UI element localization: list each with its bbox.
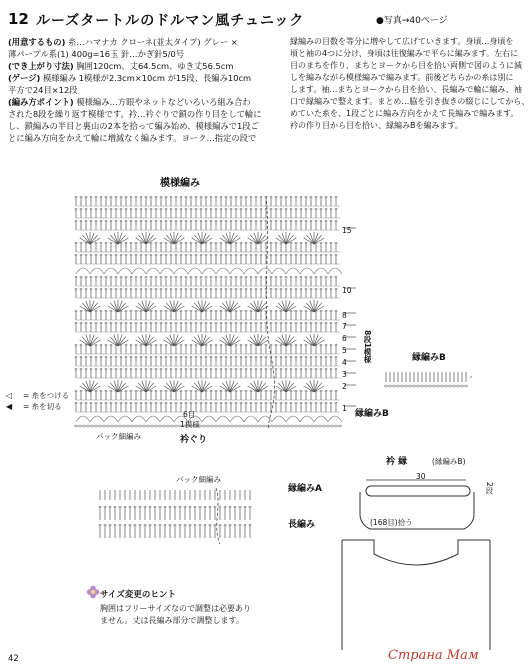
symbol-legend (6, 390, 69, 412)
instruction-line: (でき上がり寸法) 胸囲120cm、丈64.5cm、ゆき丈56.5cm (8, 61, 234, 71)
instruction-line: し、鎖編みの半目と裏山の2本を拾って編み始め、模様編みで1段ご (8, 121, 259, 131)
collar-title: 衿 縁 (386, 457, 408, 467)
instruction-line: 縁編みの目数を等分に増やして広げていきます。身頃…身頃を (290, 37, 514, 46)
instruction-line: 薄パープル系(1) 400g=16玉 針…かぎ針5/0号 (8, 49, 185, 59)
instruction-line: とに編み方向をかえて輪に増減なく編みます。ヨーク…指定の段で (8, 133, 257, 143)
repeat-label: 8段1模様 (363, 330, 372, 363)
hint-title: サイズ変更のヒント (100, 590, 176, 600)
row-mark-8: 8 (342, 311, 347, 320)
pattern-number: 12 (8, 10, 29, 28)
photo-reference: ●写真→40ページ (376, 16, 448, 26)
cut-yarn-icon: ◀ (6, 402, 13, 411)
pattern-title: ルーズタートルのドルマン風チュニック (36, 13, 305, 29)
flower-icon (86, 584, 100, 598)
edge-a-label: 縁編みA (288, 484, 322, 494)
instruction-line: 口で縁編みで整えます。まとめ…脇を引き抜きの綴じにしてから、 (290, 97, 529, 106)
instruction-line: 頃と袖の4つに分け、身頃は往復編みで平らに編みます。左右に (290, 49, 519, 58)
instruction-line: (編み方ポイント) 模様編み…方眼やネットなどいろいろ組み合わ (8, 97, 251, 107)
edge-stitch-label: パック細編み (96, 432, 141, 441)
long-stitch-label: 長編み (288, 520, 316, 530)
row-mark-7: 7 (342, 322, 347, 331)
edge-b-sample-graphic (384, 366, 472, 392)
sleeve-chart (96, 486, 256, 546)
instruction-line: された8段を繰り返す模様です。衿…衿ぐりで鎖の作り目をして輪に (8, 109, 262, 119)
chart-title: 模様編み (160, 178, 200, 189)
sleeve-top-label: パック細編み (176, 475, 221, 484)
row-mark-6: 6 (342, 334, 347, 343)
instruction-line: 衿の作り目から目を拾い、縁編みBを編みます。 (290, 121, 463, 130)
instruction-line: めていた糸を、1段ごとに編み方向をかえて長編みで編みます。 (290, 109, 519, 118)
instruction-line: しを編みながら模様編みで編みます。前後どちらかの糸は別に (290, 73, 514, 82)
watermark-text: Страна Мам (388, 648, 479, 663)
row-mark-1: 1 (342, 404, 347, 413)
page-number: 42 (8, 654, 19, 664)
instruction-line: 目のまちを作り、まちとヨークから目を拾い両側で図のように減 (290, 61, 522, 70)
neckline-label: 衿ぐり (180, 435, 208, 445)
collar-schematic (340, 454, 495, 654)
edge-b-sample-title: 縁編みB (412, 353, 446, 363)
row-mark-15: 15 (342, 226, 352, 235)
hint-line: 胸囲はフリーサイズなので調整は必要あり (100, 604, 252, 613)
stitch-chart (66, 186, 366, 436)
collar-width: 30 (416, 472, 426, 481)
collar-pickup: (168目)拾う (370, 518, 413, 527)
stitch-chart-graphic (66, 186, 366, 436)
row-mark-3: 3 (342, 370, 347, 379)
hint-line: ません。丈は長編み部分で調整します。 (100, 616, 244, 625)
collar-outline-graphic (340, 454, 495, 654)
materials-instructions (8, 36, 288, 144)
collar-subtitle: (縁編みB) (432, 457, 466, 466)
attach-yarn-icon: ◁ (6, 391, 13, 400)
edge-b-label: 縁編みB (355, 409, 389, 419)
collar-height: 2段 (485, 482, 494, 495)
page-header (8, 8, 492, 32)
edge-b-sample (384, 366, 472, 392)
sleeve-chart-graphic (96, 486, 256, 546)
legend-item: ◁ = 糸をつける (6, 391, 70, 400)
repeat-count-label: 1模様 (180, 420, 200, 429)
method-instructions (290, 36, 529, 132)
row-mark-2: 2 (342, 382, 347, 391)
row-mark-5: 5 (342, 346, 347, 355)
row-mark-4: 4 (342, 358, 347, 367)
hint-body (100, 603, 280, 627)
legend-item: ◀ = 糸を切る (6, 402, 62, 411)
instruction-line: (用意するもの) 糸…ハマナカ クローネ(並太タイプ) グレー × (8, 37, 238, 47)
instruction-line: 平方で24目×12段 (8, 85, 78, 95)
stitch-count-label: 6目 (183, 410, 196, 419)
instruction-line: (ゲージ) 模様編み 1模様が2.3cm×10cm が15段、長編み10cm (8, 73, 252, 83)
instruction-line: します。袖…まちとヨークから目を拾い、長編みで輪に編み、袖 (290, 85, 522, 94)
row-mark-10: 10 (342, 286, 352, 295)
